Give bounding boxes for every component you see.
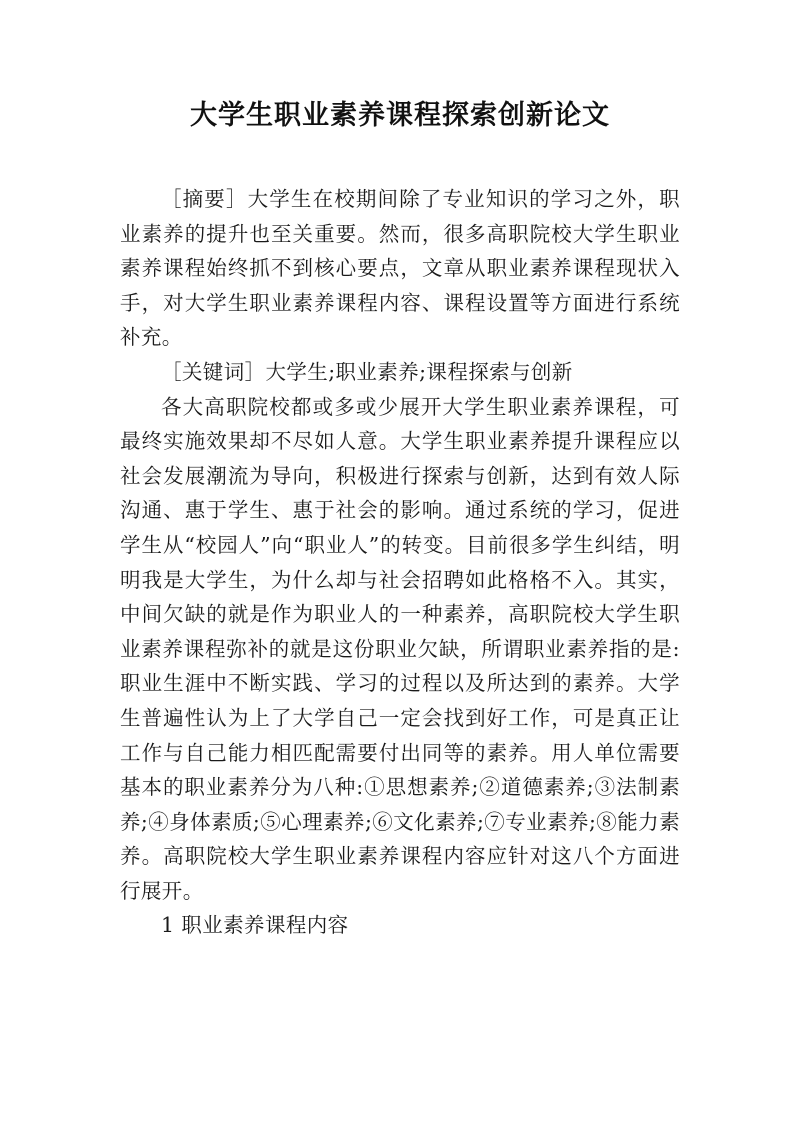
- keywords-paragraph: ［关键词］大学生;职业素养;课程探索与创新: [161, 359, 573, 384]
- body-paragraph: 各大高职院校都或多或少展开大学生职业素养课程，可最终实施效果却不尽如人意。大学生职业素养提升课程应以社会发展潮流为导向，积极进行探索与创新，达到有效人际沟通、惠于学生、惠于社会的影响。通过系统的学习，促进学生从“校园人”向“职业人”的转变。目前很多学生纠结，明明我是大学生，为什么却与社会招聘如此格格不入。其实，中间欠缺的就是作为职业人的一种素养，高职院校大学生职业素养课程弥补的就是这份职业欠缺，所谓职业素养指的是:职业生涯中不断实践、学习的过程以及所达到的素养。大学生普遍性认为上了大学自己一定会找到好工作，可是真正让工作与自己能力相匹配需要付出同等的素养。用人单位需要基本的职业素养分为八种:①思想素养;②道德素养;③法制素养;④身体素质;⑤心理素养;⑥文化素养;⑦专业素养;⑧能力素养。高职院校大学生职业素养课程内容应针对这八个方面进行展开。: [120, 394, 680, 903]
- document-title: 大学生职业素养课程探索创新论文: [190, 100, 610, 131]
- section-heading: 1 职业素养课程内容: [161, 913, 349, 938]
- abstract-paragraph: ［摘要］大学生在校期间除了专业知识的学习之外，职业素养的提升也至关重要。然而，很多高职院校大学生职业素养课程始终抓不到核心要点，文章从职业素养课程现状入手，对大学生职业素养课程内容、课程设置等方面进行系统补充。: [120, 187, 680, 350]
- document-body: [120, 182, 680, 943]
